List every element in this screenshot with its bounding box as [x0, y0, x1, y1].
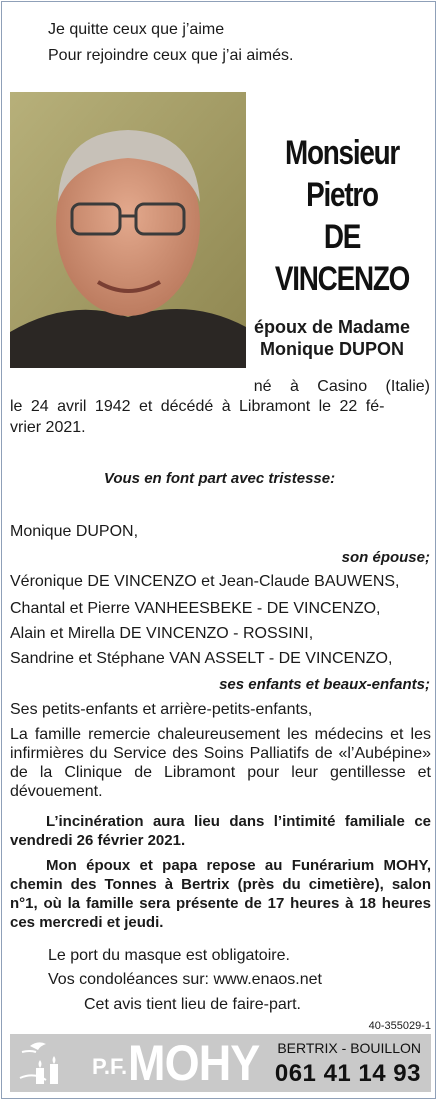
birth-line-1: né à Casino (Italie): [253, 378, 430, 395]
spouse-line-2: Monique DUPON: [260, 339, 404, 359]
name-particle: DE: [323, 218, 361, 256]
family-wife: Monique DUPON,: [10, 523, 139, 540]
thanks-paragraph: La famille remercie chaleureusement les médecins et les infirmières du Service des Soins Palliatifs de «l’Aubépine» de la Clinique de Libramont pour leur gentillesse et dévouement.: [10, 726, 431, 800]
condolences-line: Vos condoléances sur: www.enaos.net: [48, 971, 322, 988]
deceased-name: [252, 132, 432, 300]
spouse-line-1: époux de Madame: [253, 317, 411, 337]
name-last: VINCENZO: [274, 260, 410, 298]
brand-name: MOHY: [128, 1035, 260, 1091]
family-child-3: Alain et Mirella DE VINCENZO - ROSSINI,: [10, 625, 314, 642]
birth-line-3: vrier 2021.: [10, 419, 86, 436]
family-grandchildren: Ses petits-enfants et arrière-petits-enfants,: [10, 701, 313, 718]
family-child-2: Chantal et Pierre VANHEESBEKE - DE VINCENZO,: [10, 600, 381, 617]
family-child-1: Véronique DE VINCENZO et Jean-Claude BAUWENS,: [10, 573, 400, 590]
reference-number: 40-355029-1: [368, 1020, 431, 1032]
dove-candles-icon: [16, 1038, 86, 1088]
mask-notice: Le port du masque est obligatoire.: [48, 947, 290, 964]
announcement: Vous en font part avec tristesse:: [103, 470, 336, 487]
name-title: Monsieur: [284, 134, 400, 172]
family-wife-role: son épouse;: [341, 549, 430, 566]
poem-line-1: Je quitte ceux que j’aime: [48, 21, 225, 38]
family-child-4: Sandrine et Stéphane VAN ASSELT - DE VINCENZO,: [10, 650, 393, 667]
name-first: Pietro: [306, 176, 378, 214]
funerarium-paragraph: Mon époux et papa repose au Funérarium MOHY, chemin des Tonnes à Bertrix (près du cimetière), salon n°1, où la famille sera présente de 17 heures à 18 heures ces mercredi et jeudi.: [10, 857, 431, 931]
birth-line-2: le 24 avril 1942 et décédé à Libramont le 22 fé-: [10, 398, 385, 415]
cremation-paragraph: L’incinération aura lieu dans l’intimité familiale ce vendredi 26 février 2021.: [10, 813, 431, 849]
locations: BERTRIX - BOUILLON: [277, 1040, 421, 1056]
phone-number: 061 41 14 93: [274, 1060, 421, 1087]
faire-part-notice: Cet avis tient lieu de faire-part.: [84, 996, 301, 1013]
poem-line-2: Pour rejoindre ceux que j’ai aimés.: [48, 47, 294, 64]
portrait-photo: [10, 92, 246, 368]
pf-label: P.F.: [92, 1054, 128, 1079]
funeral-home-banner: [10, 1034, 431, 1092]
family-children-role: ses enfants et beaux-enfants;: [219, 676, 430, 693]
